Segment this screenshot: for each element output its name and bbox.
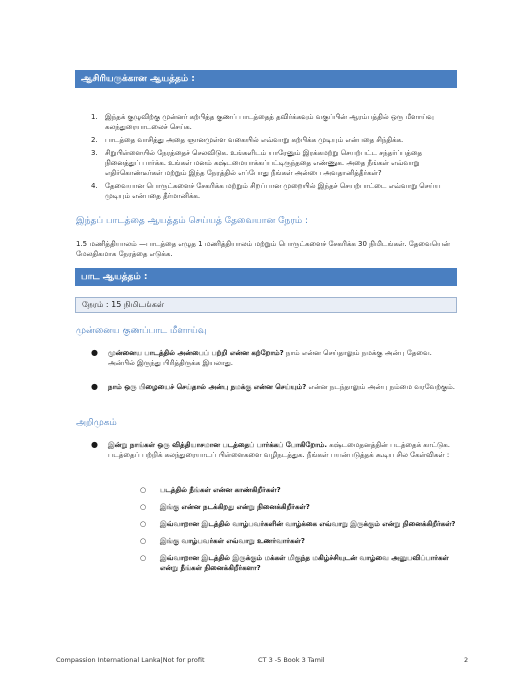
footer-org: Compassion International Lanka|Not for profit	[56, 656, 205, 664]
question-item	[140, 502, 456, 512]
question-item	[140, 553, 456, 573]
review-bullets	[88, 348, 456, 392]
bullet-text: என்ன நடந்தாலும் அன்பு நம்மை வரவேற்கும்.	[306, 383, 456, 391]
question-item	[140, 519, 456, 529]
list-number: 1.	[91, 113, 98, 121]
question-text: இவ்வாறான இடத்தில் இருக்கும் மக்கள் மிகுந்த மகிழ்ச்சியுடன் வாழ்வை அனுபவிப்பார்கள் என்று நீங்கள் நினைக்கிறீர்களா?	[160, 554, 449, 572]
lesson-prep-header	[75, 268, 457, 286]
intro-bullets	[88, 440, 456, 460]
teacher-prep-header	[75, 70, 457, 88]
list-number: 4.	[91, 182, 98, 190]
bullet-icon: ●	[91, 440, 98, 449]
list-text: இந்தக் குழுவிற்கு முன்னர் கற்பித்த குணப் பாடத்தைத் தவிர்க்கவும் வகுப்பின் ஆரம்பத்தில் ஒரு மீளாய்வு கலந்துரையாடலைச் செய்க.	[105, 113, 434, 131]
circle-bullet-icon: ○	[140, 537, 147, 545]
list-item	[91, 112, 459, 132]
bullet-icon: ●	[91, 348, 98, 357]
list-number: 3.	[91, 149, 98, 157]
time-needed-heading: இந்தப் பாடத்தை ஆயத்தம் செய்யத் தேவையான நேரம் :	[76, 216, 309, 226]
question-text: படத்தில் நீங்கள் என்ன காண்கிறீர்கள்?	[160, 486, 281, 494]
time-label: நேரம் : 15 நிமிடங்கள்	[82, 300, 165, 309]
time-box	[75, 297, 457, 313]
circle-bullet-icon: ○	[140, 520, 147, 528]
question-text: இவ்வாறான இடத்தில் வாழ்பவர்களின் வாழ்க்கை எவ்வாறு இருக்கும் என்று நினைக்கிறீர்கள்?	[160, 520, 456, 528]
list-item	[88, 440, 456, 460]
question-list	[140, 485, 456, 573]
page-number: 2	[464, 656, 469, 664]
circle-bullet-icon: ○	[140, 554, 147, 562]
lesson-prep-title: பாட ஆயத்தம் :	[81, 272, 148, 282]
teacher-prep-title: ஆசிரியருக்கான ஆயத்தம் :	[81, 74, 195, 84]
list-text: பாடத்தை வாசித்து அதை ஞானமுள்ள வகையில் எவ்வாறு கற்பிக்க முடியும் என்பதை சிந்திக்க.	[105, 136, 404, 144]
question-text: இங்கு வாழ்பவர்கள் எவ்வாறு உணர்வார்கள்?	[160, 537, 305, 545]
list-text: தேவையான பொருட்களைச் சேகரிக்க மற்றும் சிறப்பான முறையில் இந்தச் செயற்பாட்டை எவ்வாறு செய்ய முடியும் என்பதை தீர்மானிக்க.	[105, 182, 441, 200]
list-text: சிறுபிள்ளையில் நேரத்தைச் செலவிடுக. உங்களிடம் யாரேனும் இரக்கமற்று செயற்பட்ட சந்தர்ப்பத்தை நினைத்துப் பார்க்க. உங்கள் மனம் கஷ்டமையாக்கப்பட்டிருந்ததை எண்ணுக. அதை நீங்கள் எவ்வாறு எதிர்கொண்டீர்கள் மற்றும் இந்த நேரத்தில் எப்போது நீங்கள் அன்பை அவதானித்தீர்கள்?	[105, 149, 423, 177]
list-item	[91, 135, 459, 145]
bullet-bold: இன்று நாங்கள் ஒரு வித்தியாசமான படத்தைப் பார்க்கப் போகிறோம்.	[108, 441, 328, 449]
bullet-bold: முன்னைய பாடத்தில் அன்பைப் பற்றி என்ன கற்றோம்?	[108, 349, 284, 357]
list-item	[88, 348, 456, 368]
teacher-prep-list	[91, 112, 459, 204]
list-item	[91, 181, 459, 201]
bullet-icon: ●	[91, 382, 98, 391]
question-item	[140, 485, 456, 495]
review-heading: முன்னைய குணப்பாட மீளாய்வு	[76, 326, 207, 336]
circle-bullet-icon: ○	[140, 503, 147, 511]
circle-bullet-icon: ○	[140, 486, 147, 494]
footer-book: CT 3 -5 Book 3 Tamil	[258, 656, 325, 664]
bullet-bold: நாம் ஒரு பிழையைச் செய்தால் அன்பு நமக்கு என்ன செய்யும்?	[108, 383, 307, 391]
bullet-text: நாம் என்ன செய்தாலும் நமக்கு அன்பு தேவை. அன்பில் இருந்து பிரித்திருக்க இயலாது.	[108, 349, 432, 367]
list-number: 2.	[91, 136, 98, 144]
question-text: இங்கு என்ன நடக்கிறது என்று நினைக்கிறீர்கள்?	[160, 503, 310, 511]
time-needed-text: 1.5 மணித்தியாலம் —பாடத்தை எழுத 1 மணித்தியாலம் மற்றும் பொருட்களைச் சேகரிக்க 30 நிமிடங்கள். தேவையென் மேலதிகமாக நேரத்தை எடுக்க.	[76, 240, 450, 258]
question-item	[140, 536, 456, 546]
list-item	[88, 382, 456, 392]
bullet-text: கஷ்டமைதனத்தின் படத்தைக் காட்டுக. படத்தைப் பற்றிக் கலந்துரையாடப் பிள்ளைகளை வழிநடத்துக. நீங்கள் பயன்படுத்தக் கூடிய சில கேள்விகள் :	[108, 441, 450, 459]
intro-heading: அறிமுகம்	[76, 418, 117, 428]
list-item	[91, 148, 459, 178]
